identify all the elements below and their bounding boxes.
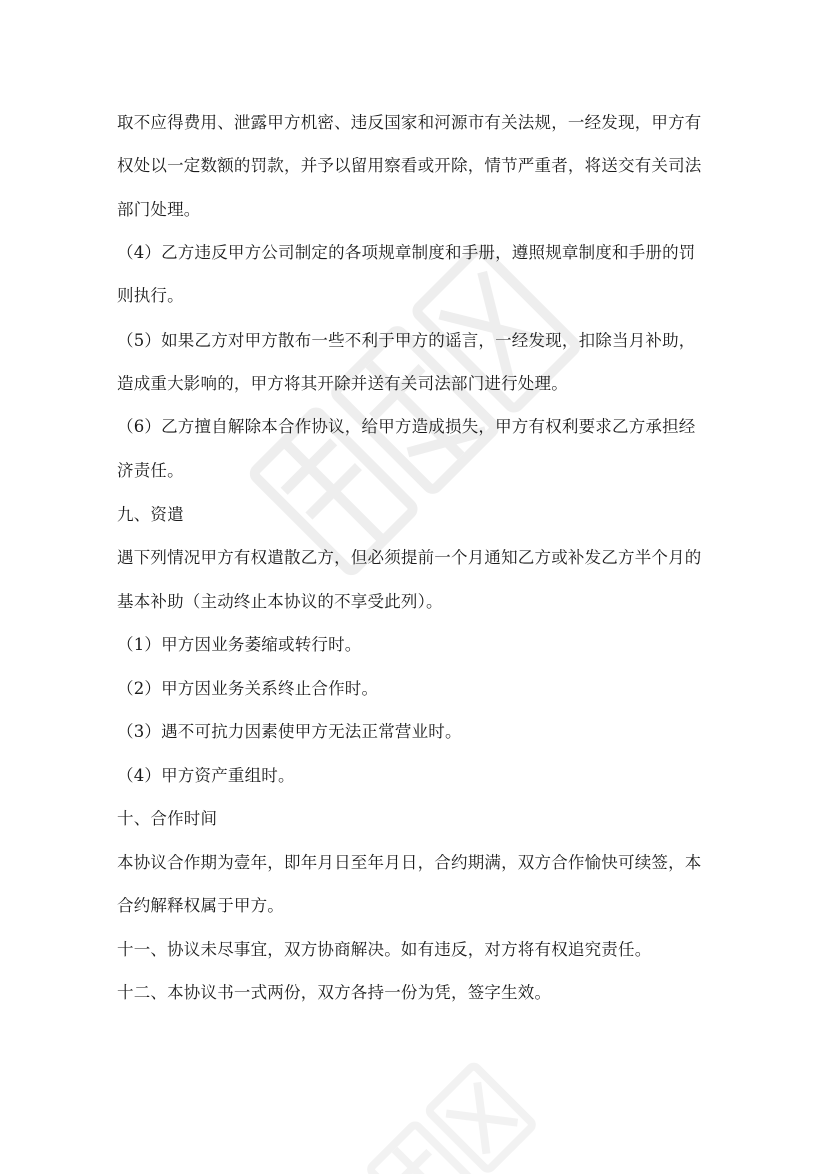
paragraph-line-11: 遇下列情况甲方有权遣散乙方，但必须提前一个月通知乙方或补发乙方半个月的 [117,548,702,567]
paragraph-line-7: 造成重大影响的，甲方将其开除并送有关司法部门进行处理。 [117,374,568,393]
paragraph-line-21: 十二、本协议书一式两份，双方各持一份为凭，签字生效。 [117,983,552,1002]
paragraph-line-8: （6）乙方擅自解除本合作协议，给甲方造成损失，甲方有权利要求乙方承担经 [117,417,696,436]
paragraph-line-4: （4）乙方违反甲方公司制定的各项规章制度和手册，遵照规章制度和手册的罚 [117,243,696,262]
list-item-3: （3）遇不可抗力因素使甲方无法正常营业时。 [117,722,462,741]
paragraph-line-9: 济责任。 [117,461,184,480]
list-item-2: （2）甲方因业务关系终止合作时。 [117,679,379,698]
paragraph-line-19: 合约解释权属于甲方。 [117,896,284,915]
section-heading-ten: 十、合作时间 [117,809,218,828]
paragraph-line-3: 部门处理。 [117,200,201,219]
section-heading-nine: 九、资遣 [117,505,184,524]
paragraph-line-5: 则执行。 [117,286,184,305]
paragraph-line-2: 权处以一定数额的罚款，并予以留用察看或开除，情节严重者，将送交有关司法 [117,156,702,175]
paragraph-line-6: （5）如果乙方对甲方散布一些不利于甲方的谣言，一经发现，扣除当月补助， [117,331,696,350]
paragraph-line-20: 十一、协议未尽事宜，双方协商解决。如有违反，对方将有权追究责任。 [117,940,652,959]
paragraph-line-18: 本协议合作期为壹年，即年月日至年月日，合约期满，双方合作愉快可续签，本 [117,853,702,872]
paragraph-line-12: 基本补助（主动终止本协议的不享受此列）。 [117,592,443,611]
list-item-4: （4）甲方资产重组时。 [117,766,295,785]
paragraph-line-1: 取不应得费用、泄露甲方机密、违反国家和河源市有关法规，一经发现，甲方有 [117,113,702,132]
list-item-1: （1）甲方因业务萎缩或转行时。 [117,635,362,654]
watermark-bottom [286,1041,555,1174]
watermark-bottom-logo-icon [286,1041,555,1174]
